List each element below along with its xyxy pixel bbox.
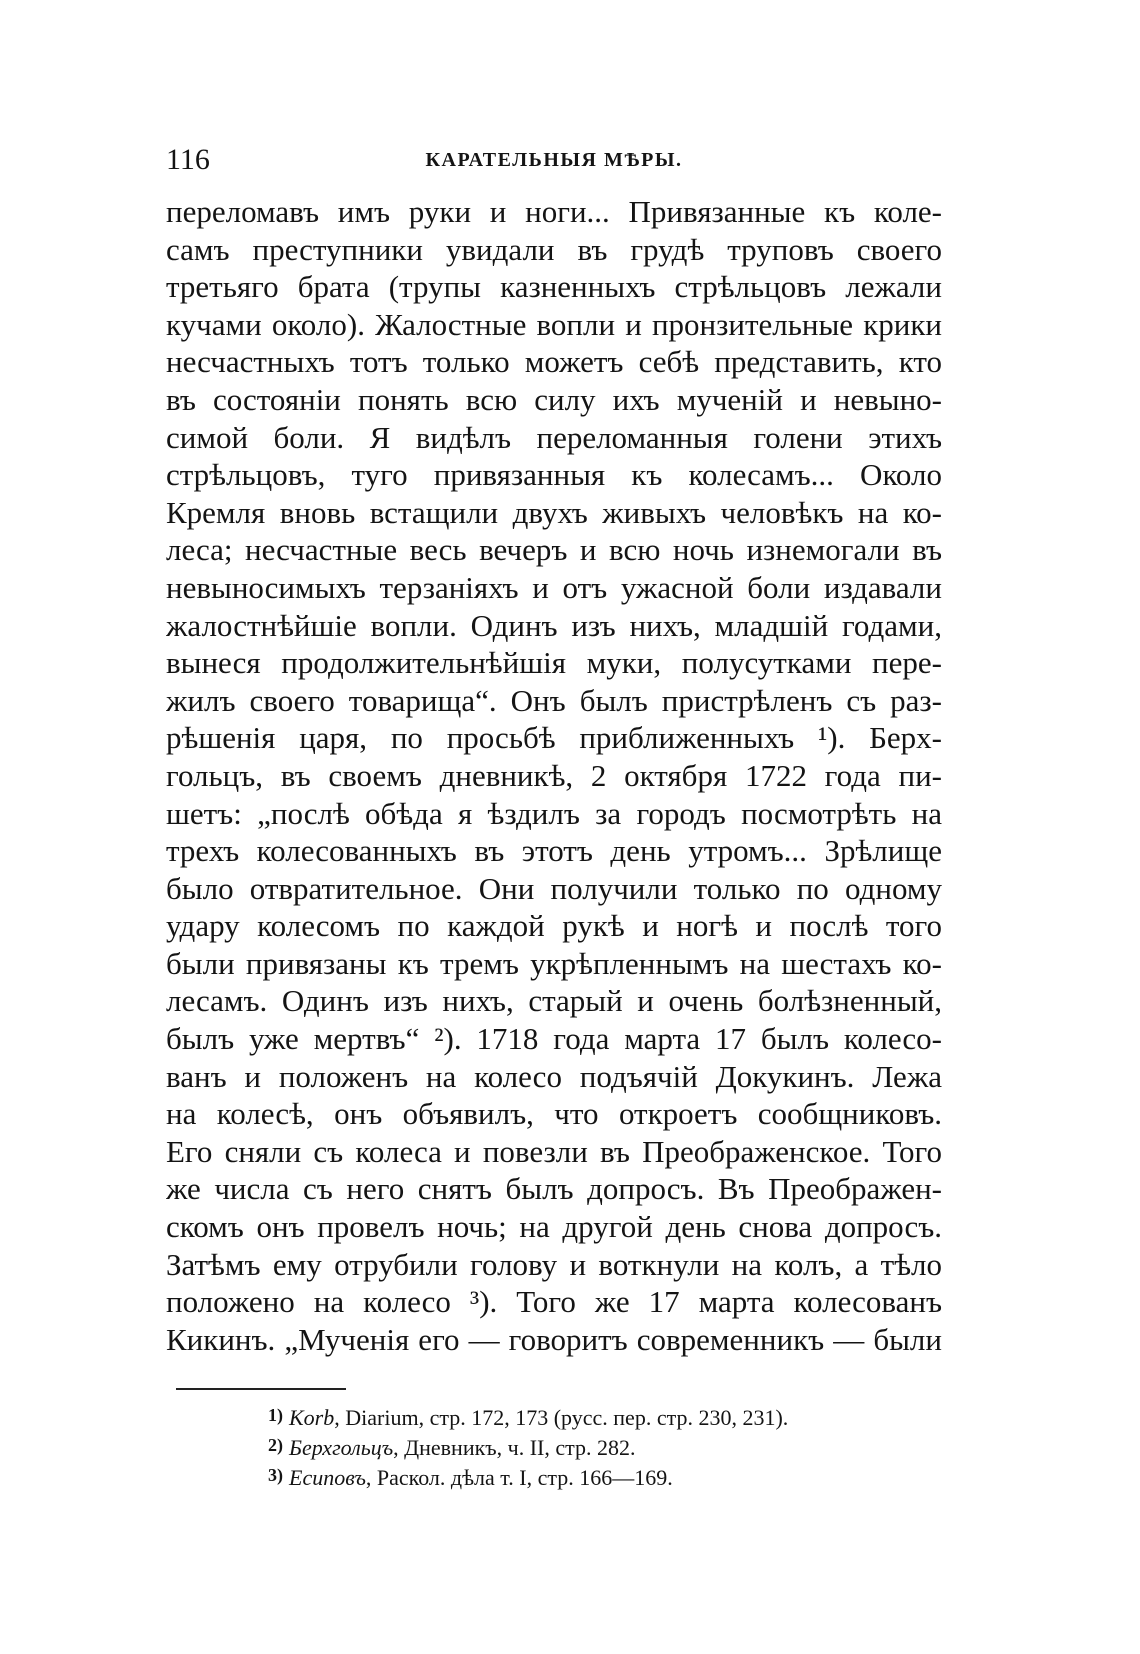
text-line: были привязаны къ тремъ укрѣпленнымъ на шестахъ ко- bbox=[166, 945, 942, 981]
footnote-text: , Раскол. дѣла т. I, стр. 166—169. bbox=[365, 1465, 673, 1490]
footnote-mark: 1) bbox=[268, 1405, 283, 1425]
footnote-mark: 2) bbox=[268, 1435, 283, 1455]
footnote-2 bbox=[268, 1430, 948, 1460]
text-line: удару колесомъ по каждой рукѣ и ногѣ и послѣ того bbox=[166, 908, 942, 944]
text-line: жалостнѣйшіе вопли. Одинъ изъ нихъ, младшій годами, bbox=[166, 607, 942, 643]
text-line: несчастныхъ тотъ только можетъ себѣ представить, кто bbox=[166, 344, 942, 380]
text-line: жилъ своего товарища“. Онъ былъ пристрѣленъ съ раз- bbox=[166, 682, 942, 718]
text-line: невыносимыхъ терзаніяхъ и отъ ужасной боли издавали bbox=[166, 569, 942, 605]
text-line: положено на колесо ³). Того же 17 марта колесованъ bbox=[166, 1284, 942, 1320]
text-line: шетъ: „послѣ обѣда я ѣздилъ за городъ посмотрѣть на bbox=[166, 795, 942, 831]
text-line: леса; несчастные весь вечеръ и всю ночь изнемогали въ bbox=[166, 532, 942, 568]
text-line: ванъ и положенъ на колесо подъячій Докукинъ. Лежа bbox=[166, 1058, 942, 1094]
text-line: въ состояніи понять всю силу ихъ мученій и невыно- bbox=[166, 381, 942, 417]
footnote-text: , Дневникъ, ч. II, стр. 282. bbox=[393, 1435, 636, 1460]
text-line: самъ преступники увидали въ грудѣ труповъ своего bbox=[166, 231, 942, 267]
text-line: симой боли. Я видѣлъ переломанныя голени этихъ bbox=[166, 419, 942, 455]
text-line: былъ уже мертвъ“ ²). 1718 года марта 17 былъ колесо- bbox=[166, 1021, 942, 1057]
text-line: скомъ онъ провелъ ночь; на другой день снова допросъ. bbox=[166, 1209, 942, 1245]
text-line: Его сняли съ колеса и повезли въ Преображенское. Того bbox=[166, 1133, 942, 1169]
footnote-1 bbox=[268, 1400, 948, 1430]
footnote-3 bbox=[268, 1460, 948, 1490]
text-line: рѣшенія царя, по просьбѣ приближенныхъ ¹). Берх- bbox=[166, 720, 942, 756]
text-line: Кремля вновь встащили двухъ живыхъ человѣкъ на ко- bbox=[166, 494, 942, 530]
footnote-text: , Diarium, стр. 172, 173 (русс. пер. стр. 230, 231). bbox=[334, 1405, 789, 1430]
text-line: переломавъ имъ руки и ноги... Привязанные къ коле- bbox=[166, 194, 942, 229]
footnote-author: Korb bbox=[289, 1405, 335, 1430]
text-line: Затѣмъ ему отрубили голову и воткнули на колъ, а тѣло bbox=[166, 1246, 942, 1282]
text-line: третьяго брата (трупы казненныхъ стрѣльцовъ лежали bbox=[166, 269, 942, 305]
text-line: кучами около). Жалостные вопли и пронзительные крики bbox=[166, 306, 942, 342]
footnote-author: Есиповъ bbox=[289, 1465, 366, 1490]
page-number: 116 bbox=[166, 143, 210, 176]
text-line: вынеся продолжительнѣйшія муки, полусутками пере- bbox=[166, 645, 942, 681]
text-line: трехъ колесованныхъ въ этотъ день утромъ... Зрѣлище bbox=[166, 833, 942, 869]
text-line: Кикинъ. „Мученія его — говоритъ современникъ — были bbox=[166, 1321, 942, 1357]
footnotes bbox=[268, 1400, 948, 1490]
body-text bbox=[166, 193, 942, 1358]
text-line: стрѣльцовъ, туго привязанныя къ колесамъ... Около bbox=[166, 457, 942, 493]
text-line: было отвратительное. Они получили только по одному bbox=[166, 870, 942, 906]
text-line: на колесѣ, онъ объявилъ, что откроетъ сообщниковъ. bbox=[166, 1096, 942, 1132]
footnote-mark: 3) bbox=[268, 1465, 283, 1485]
running-head: КАРАТЕЛЬНЫЯ МѢРЫ. bbox=[425, 149, 683, 171]
text-line: же числа съ него снятъ былъ допросъ. Въ Преображен- bbox=[166, 1171, 942, 1207]
footnote-author: Берхгольцъ bbox=[289, 1435, 394, 1460]
footnote-divider bbox=[176, 1388, 346, 1390]
text-line: лесамъ. Одинъ изъ нихъ, старый и очень болѣзненный, bbox=[166, 983, 942, 1019]
page-header bbox=[166, 140, 942, 180]
text-line: гольцъ, въ своемъ дневникѣ, 2 октября 1722 года пи- bbox=[166, 757, 942, 793]
